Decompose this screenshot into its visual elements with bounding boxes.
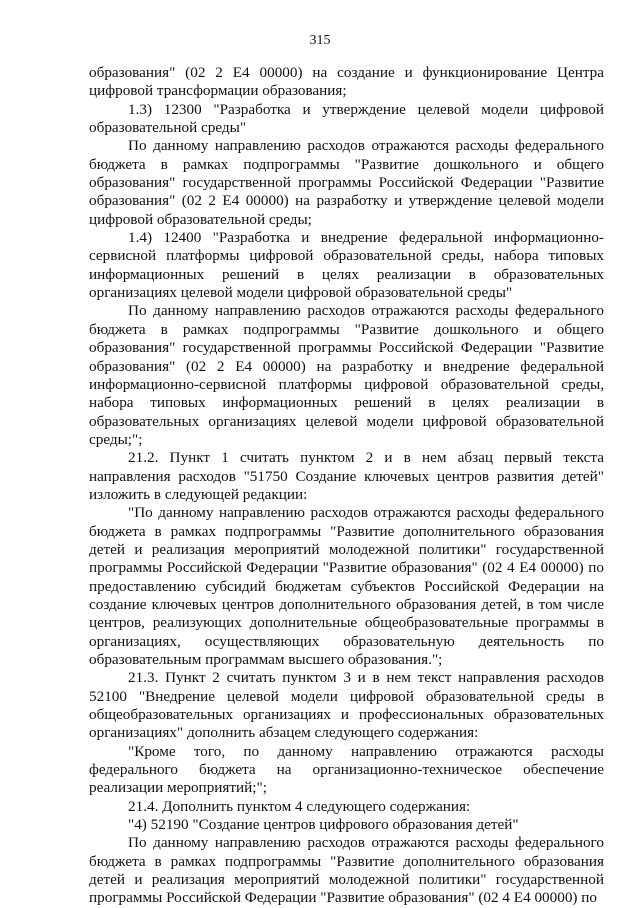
paragraph: 21.2. Пункт 1 считать пунктом 2 и в нем абзац первый текста направления расходов "51750 Создание ключевых центров развития детей" изложить в следующей редакции: [89,449,604,503]
paragraph: 21.4. Дополнить пунктом 4 следующего содержания: [128,797,471,815]
paragraph: По данному направлению расходов отражаются расходы федерального бюджета в рамках подпрограммы "Развитие дополнительного образования детей и реализация мероприятий молодежной политики" государственной программы Российской Федерации "Развитие образования" (02 4 Е4 00000) по [89,834,604,907]
paragraph: По данному направлению расходов отражаются расходы федерального бюджета в рамках подпрограммы "Развитие дошкольного и общего образования" государственной программы Российской Федерации "Развитие образования" (02 2 Е4 00000) на разработку и утверждение целевой модели цифровой образовательной среды; [89,137,604,228]
paragraph: 1.3) 12300 "Разработка и утверждение целевой модели цифровой образовательной среды" [89,100,604,137]
paragraph: образования" (02 2 Е4 00000) на создание и функционирование Центра цифровой трансформации образования; [89,64,604,100]
paragraph: "4) 52190 "Создание центров цифрового образования детей" [128,816,519,834]
paragraph: 21.3. Пункт 2 считать пунктом 3 и в нем текст направления расходов 52100 "Внедрение целевой модели цифровой образовательной среды в общеобразовательных организациях и профессиональных образовательных организациях" дополнить абзацем следующего содержания: [89,669,604,742]
paragraph: 1.4) 12400 "Разработка и внедрение федеральной информационно-сервисной платформы цифровой образовательной среды, набора типовых информационных решений в целях реализации в образовательных организациях целевой модели цифровой образовательной среды" [89,229,604,302]
paragraph: "Кроме того, по данному направлению отражаются расходы федерального бюджета на организационно-техническое обеспечение реализации мероприятий;"; [89,742,604,797]
paragraph: "По данному направлению расходов отражаются расходы федерального бюджета в рамках подпрограммы "Развитие дополнительного образования детей и реализация мероприятий молодежной политики" государственной программы Российской Федерации "Развитие образования" (02 4 Е4 00000) по предоставлению субсидий бюджетам субъектов Российской Федерации на создание ключевых центров дополнительного образования детей, в том числе центров, реализующих дополнительные общеобразовательные программы в организациях, осуществляющих образовательную деятельность по образовательным программам высшего образования."; [89,504,604,668]
document-body [89,64,604,908]
paragraph: По данному направлению расходов отражаются расходы федерального бюджета в рамках подпрограммы "Развитие дошкольного и общего образования" государственной программы Российской Федерации "Развитие образования" (02 2 Е4 00000) на разработку и внедрение федеральной информационно-сервисной платформы цифровой образовательной среды, набора типовых информационных решений в целях реализации в образовательных организациях целевой модели цифровой образовательной среды;"; [89,302,604,448]
page-number: 315 [309,33,331,48]
